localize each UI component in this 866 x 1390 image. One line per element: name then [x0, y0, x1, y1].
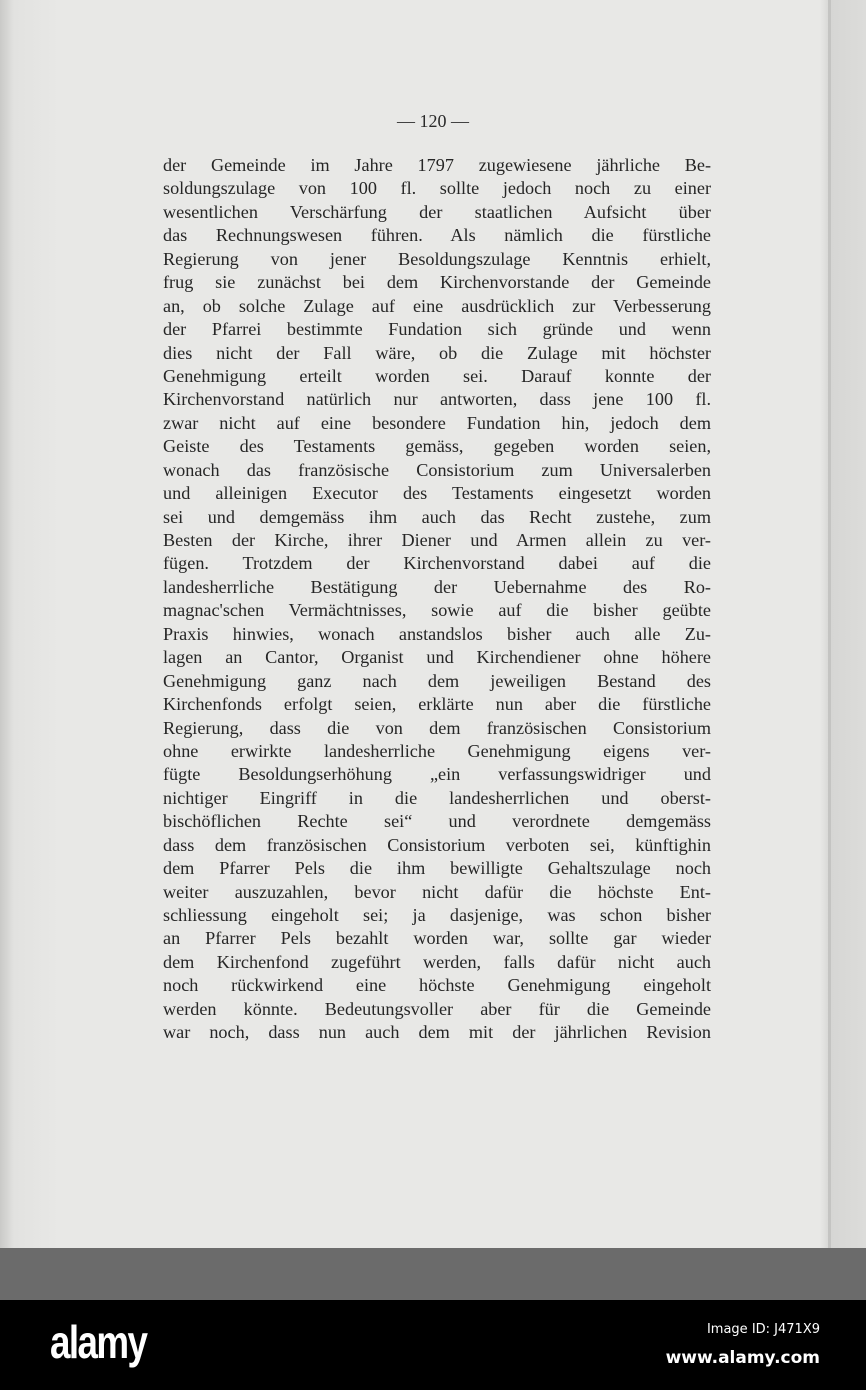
- text-line: an, ob solche Zulage auf eine ausdrücklich zur Verbesserung: [163, 295, 711, 316]
- text-line: war noch, dass nun auch dem mit der jährlichen Revision: [163, 1022, 711, 1043]
- text-line: lagen an Cantor, Organist und Kirchendiener ohne höhere: [163, 647, 711, 668]
- text-line: der Gemeinde im Jahre 1797 zugewiesene jährliche Be-: [163, 155, 711, 175]
- scan-background-band: [0, 1248, 866, 1300]
- text-line: soldungszulage von 100 fl. sollte jedoch noch zu einer: [163, 178, 711, 199]
- text-line: schliessung eingeholt sei; ja dasjenige, was schon bisher: [163, 905, 711, 925]
- text-line: Regierung von jener Besoldungszulage Kenntnis erhielt,: [163, 248, 711, 269]
- text-line: ohne erwirkte landesherrliche Genehmigung eigens ver-: [163, 740, 711, 761]
- text-line: werden könnte. Bedeutungsvoller aber für die Gemeinde: [163, 998, 711, 1019]
- text-line: dass dem französischen Consistorium verboten sei, künftighin: [163, 834, 711, 855]
- text-line: Praxis hinwies, wonach anstandslos bisher auch alle Zu-: [163, 623, 711, 644]
- text-line: fügte Besoldungserhöhung „ein verfassungswidriger und: [163, 764, 711, 785]
- text-line: wonach das französische Consistorium zum Universalerben: [163, 459, 711, 480]
- text-line: fügen. Trotzdem der Kirchenvorstand dabei auf die: [163, 553, 711, 574]
- text-line: zwar nicht auf eine besondere Fundation hin, jedoch dem: [163, 412, 711, 433]
- text-line: der Pfarrei bestimmte Fundation sich gründe und wenn: [163, 319, 711, 340]
- text-line: dies nicht der Fall wäre, ob die Zulage mit höchster: [163, 342, 711, 363]
- text-line: Besten der Kirche, ihrer Diener und Armen allein zu ver-: [163, 530, 711, 550]
- text-line: noch rückwirkend eine höchste Genehmigung eingeholt: [163, 975, 711, 996]
- text-line: sei und demgemäss ihm auch das Recht zustehe, zum: [163, 506, 711, 527]
- text-line: Genehmigung erteilt worden sei. Darauf konnte der: [163, 365, 711, 386]
- text-line: bischöflichen Rechte sei“ und verordnete demgemäss: [163, 811, 711, 832]
- text-line: an Pfarrer Pels bezahlt worden war, sollte gar wieder: [163, 928, 711, 949]
- alamy-logo: alamy: [50, 1316, 147, 1368]
- text-line: landesherrliche Bestätigung der Uebernahme des Ro-: [163, 576, 711, 597]
- text-line: weiter auszuzahlen, bevor nicht dafür die höchste Ent-: [163, 881, 711, 902]
- body-text: [163, 154, 711, 1045]
- watermark-url: www.alamy.com: [665, 1348, 820, 1368]
- image-id: Image ID: J471X9: [706, 1322, 820, 1337]
- text-line: und alleinigen Executor des Testaments eingesetzt worden: [163, 483, 711, 504]
- text-line: Kirchenvorstand natürlich nur antworten, dass jene 100 fl.: [163, 389, 711, 410]
- text-line: dem Pfarrer Pels die ihm bewilligte Gehaltszulage noch: [163, 858, 711, 879]
- text-line: Geiste des Testaments gemäss, gegeben worden seien,: [163, 436, 711, 457]
- text-line: frug sie zunächst bei dem Kirchenvorstande der Gemeinde: [163, 272, 711, 293]
- text-line: magnac'schen Vermächtnisses, sowie auf die bisher geübte: [163, 600, 711, 621]
- text-line: wesentlichen Verschärfung der staatlichen Aufsicht über: [163, 201, 711, 222]
- text-line: das Rechnungswesen führen. Als nämlich die fürstliche: [163, 225, 711, 246]
- text-line: Genehmigung ganz nach dem jeweiligen Bestand des: [163, 670, 711, 691]
- text-line: dem Kirchenfond zugeführt werden, falls dafür nicht auch: [163, 951, 711, 972]
- page-edge: [828, 0, 831, 1248]
- text-line: Regierung, dass die von dem französischen Consistorium: [163, 717, 711, 738]
- text-line: nichtiger Eingriff in die landesherrlichen und oberst-: [163, 787, 711, 808]
- text-line: Kirchenfonds erfolgt seien, erklärte nun aber die fürstliche: [163, 694, 711, 715]
- watermark-footer: [0, 1300, 866, 1390]
- page-number: — 120 —: [397, 111, 469, 131]
